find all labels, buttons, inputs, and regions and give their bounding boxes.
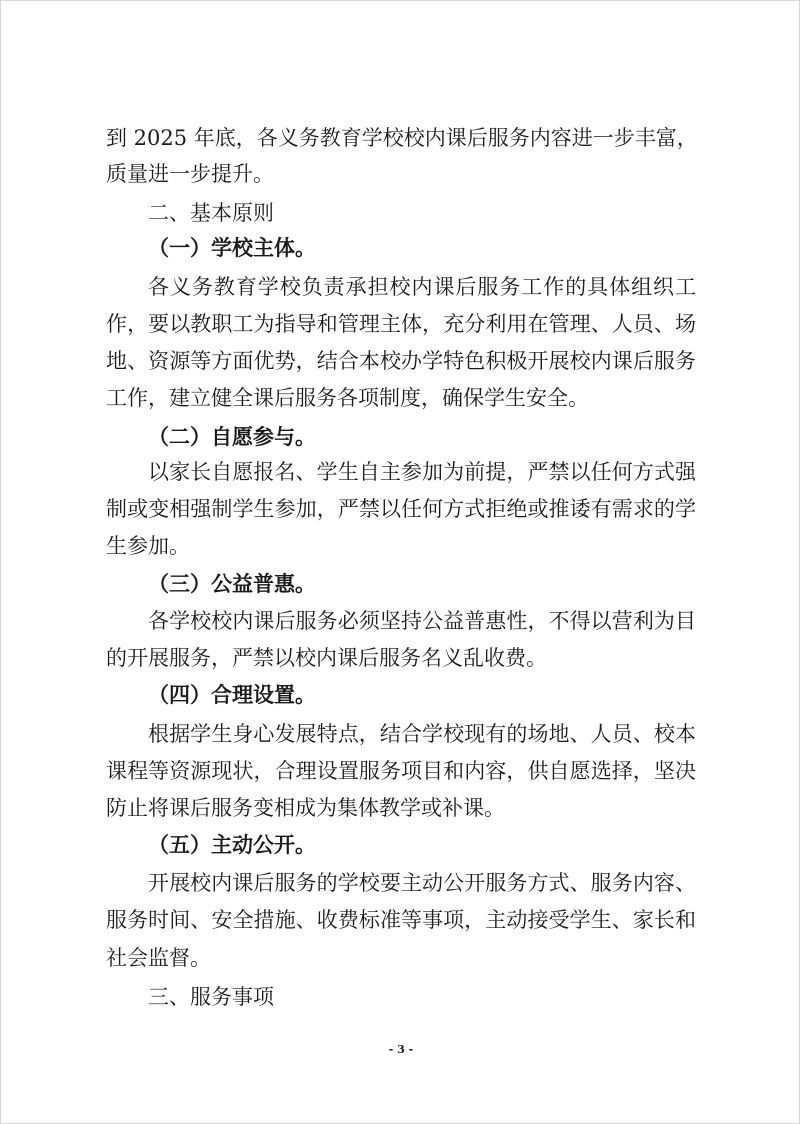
body-line: 制或变相强制学生参加，严禁以任何方式拒绝或推诿有需求的学 <box>106 497 696 521</box>
section-heading: 三、服务事项 <box>148 985 274 1009</box>
body-line: 课程等资源现状，合理设置服务项目和内容，供自愿选择，坚决 <box>106 759 696 783</box>
subsection-heading: （二）自愿参与。 <box>148 424 316 449</box>
body-line: 到 2025 年底，各义务教育学校校内课后服务内容进一步丰富， <box>106 126 698 150</box>
body-line: 以家长自愿报名、学生自主参加为前提，严禁以任何方式强 <box>148 460 696 484</box>
subsection-heading: （三）公益普惠。 <box>148 571 316 596</box>
body-line: 服务时间、安全措施、收费标准等事项，主动接受学生、家长和 <box>106 908 696 932</box>
body-line: 根据学生身心发展特点，结合学校现有的场地、人员、校本 <box>148 722 696 746</box>
body-line: 社会监督。 <box>106 946 211 970</box>
body-line: 的开展服务，严禁以校内课后服务名义乱收费。 <box>106 646 547 670</box>
subsection-heading: （五）主动公开。 <box>148 832 316 857</box>
section-heading: 二、基本原则 <box>148 201 274 225</box>
body-line: 质量进一步提升。 <box>106 162 274 186</box>
body-line: 工作，建立健全课后服务各项制度，确保学生安全。 <box>106 386 589 410</box>
subsection-heading: （一）学校主体。 <box>148 235 316 260</box>
body-line: 防止将课后服务变相成为集体教学或补课。 <box>106 796 505 820</box>
body-line: 作，要以教职工为指导和管理主体，充分利用在管理、人员、场 <box>106 312 696 336</box>
body-line: 开展校内课后服务的学校要主动公开服务方式、服务内容、 <box>148 871 696 895</box>
body-line: 生参加。 <box>106 534 190 558</box>
body-line: 各义务教育学校负责承担校内课后服务工作的具体组织工 <box>148 275 696 299</box>
page-number: - 3 - <box>388 1043 414 1056</box>
body-line: 各学校校内课后服务必须坚持公益普惠性，不得以营利为目 <box>148 609 696 633</box>
subsection-heading: （四）合理设置。 <box>148 682 316 707</box>
body-line: 地、资源等方面优势，结合本校办学特色积极开展校内课后服务 <box>106 349 696 373</box>
